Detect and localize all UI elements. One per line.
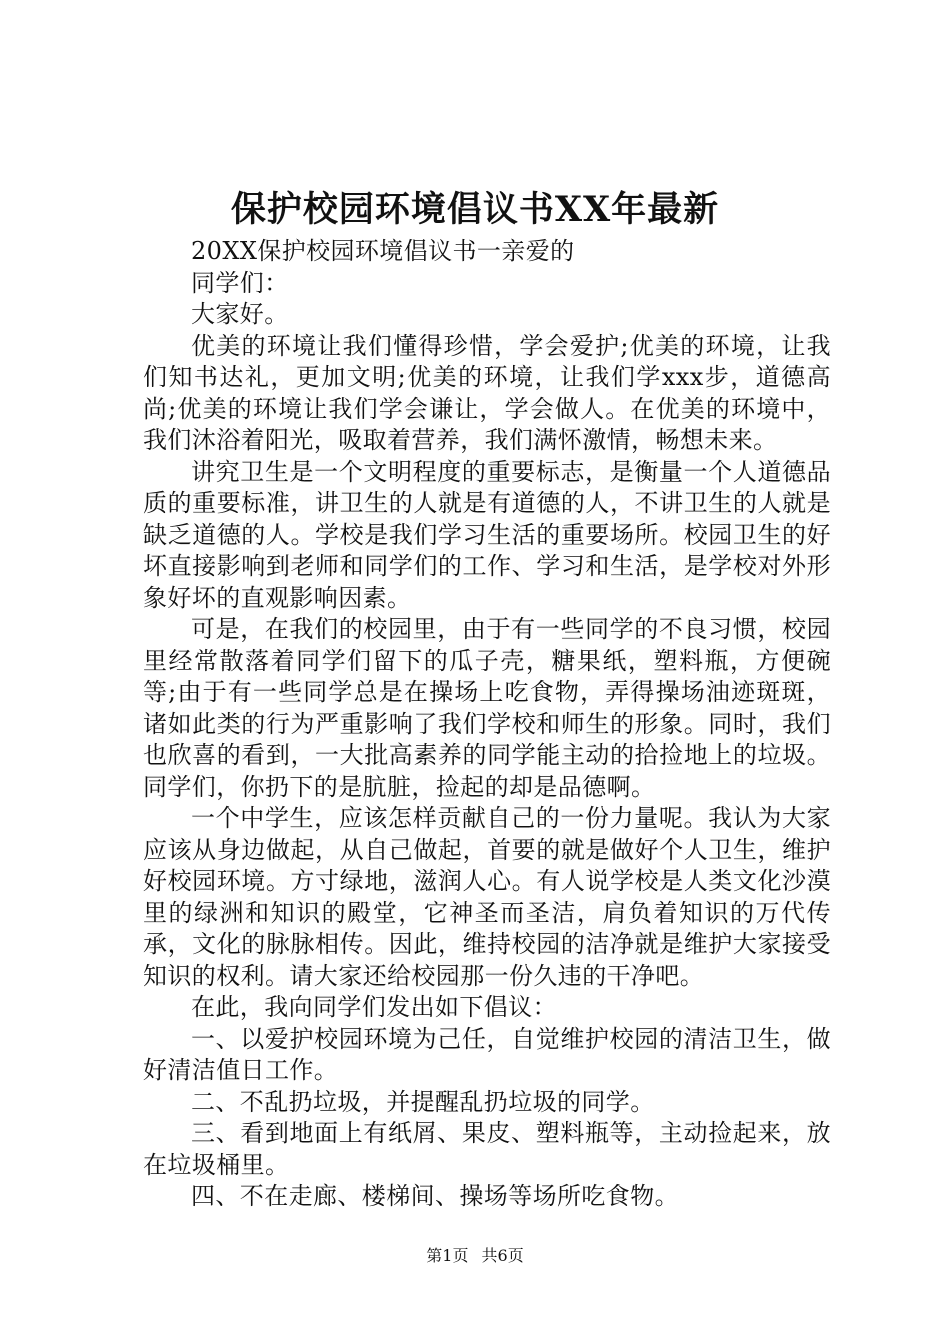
- paragraph: 讲究卫生是一个文明程度的重要标志，是衡量一个人道德品质的重要标准，讲卫生的人就是有道德的人，不讲卫生的人就是缺乏道德的人。学校是我们学习生活的重要场所。校园卫生的好坏直接影响到老师和同学们的工作、学习和生活，是学校对外形象好坏的直观影响因素。: [143, 457, 831, 612]
- document-title: 保护校园环境倡议书XX年最新: [230, 189, 720, 230]
- page-total: 共6页: [481, 1246, 524, 1265]
- paragraph: 一、以爱护校园环境为己任，自觉维护校园的清洁卫生，做好清洁值日工作。: [143, 1024, 831, 1084]
- paragraph: 同学们：: [191, 268, 289, 297]
- paragraph: 四、不在走廊、楼梯间、操场等场所吃食物。: [191, 1182, 679, 1210]
- paragraph: 三、看到地面上有纸屑、果皮、塑料瓶等，主动捡起来，放在垃圾桶里。: [143, 1119, 831, 1179]
- paragraph: 在此，我向同学们发出如下倡议：: [191, 993, 557, 1021]
- document-body: [143, 236, 831, 1213]
- paragraph: 二、不乱扔垃圾，并提醒乱扔垃圾的同学。: [191, 1087, 655, 1116]
- paragraph: 一个中学生，应该怎样贡献自己的一份力量呢。我认为大家应该从身边做起，从自己做起，首要的就是做好个人卫生，维护好校园环境。方寸绿地，滋润人心。有人说学校是人类文化沙漠里的绿洲和知识的殿堂，它神圣而圣洁，肩负着知识的万代传承，文化的脉脉相传。因此，维持校园的洁净就是维护大家接受知识的权利。请大家还给校园那一份久违的干净吧。: [143, 804, 831, 990]
- paragraph: 大家好。: [191, 300, 289, 328]
- page-footer: [0, 1244, 950, 1268]
- page-number: 第1页: [426, 1246, 469, 1265]
- paragraph: 优美的环境让我们懂得珍惜，学会爱护;优美的环境，让我们知书达礼，更加文明;优美的环境，让我们学xxx步，道德高尚;优美的环境让我们学会谦让，学会做人。在优美的环境中，我们沐浴着阳光，吸取着营养，我们满怀激情，畅想未来。: [143, 331, 831, 454]
- paragraph: 20XX保护校园环境倡议书一亲爱的: [191, 237, 575, 265]
- paragraph: 可是，在我们的校园里，由于有一些同学的不良习惯，校园里经常散落着同学们留下的瓜子壳，糖果纸，塑料瓶，方便碗等;由于有一些同学总是在操场上吃食物，弄得操场油迹斑斑，诸如此类的行为严重影响了我们学校和师生的形象。同时，我们也欣喜的看到，一大批高素养的同学能主动的拾捡地上的垃圾。同学们，你扔下的是肮脏，捡起的却是品德啊。: [143, 615, 831, 801]
